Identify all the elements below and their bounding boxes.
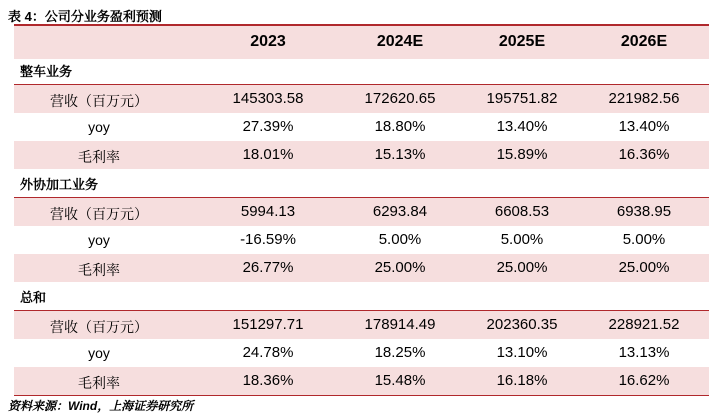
column-header: 2023 xyxy=(250,33,286,50)
row-label: 营收（百万元） xyxy=(50,93,148,109)
table-cell: 15.89% xyxy=(496,146,548,163)
table-cell: 6608.53 xyxy=(494,203,550,220)
table-cell: 13.40% xyxy=(496,118,548,135)
table-row xyxy=(14,113,709,141)
table-cell: 5.00% xyxy=(500,231,544,248)
table-cell: 13.10% xyxy=(496,344,548,361)
table-cell: 6938.95 xyxy=(616,203,672,220)
table-cell: 24.78% xyxy=(242,344,294,361)
table-cell: 15.48% xyxy=(374,372,426,389)
table-cell: 13.13% xyxy=(618,344,670,361)
table-row xyxy=(14,226,709,254)
table-cell: 5.00% xyxy=(622,231,666,248)
table-cell: 18.36% xyxy=(242,372,294,389)
table-row xyxy=(14,311,709,339)
table-cell: 202360.35 xyxy=(486,316,558,333)
row-label: 营收（百万元） xyxy=(50,206,148,222)
table-cell: 25.00% xyxy=(374,259,426,276)
table-row xyxy=(14,254,709,282)
bottom-divider xyxy=(14,395,709,396)
table-cell: 13.40% xyxy=(618,118,670,135)
source-note: 资料来源：Wind，上海证券研究所 xyxy=(8,399,194,413)
row-label: yoy xyxy=(88,345,110,361)
section-title: 总和 xyxy=(20,290,47,305)
table-cell: 6293.84 xyxy=(372,203,428,220)
row-label: 毛利率 xyxy=(78,375,120,391)
table-cell: 18.80% xyxy=(374,118,426,135)
row-label: yoy xyxy=(88,232,110,248)
table-cell: 145303.58 xyxy=(232,90,304,107)
table-cell: 5.00% xyxy=(378,231,422,248)
table-cell: 16.36% xyxy=(618,146,670,163)
table-cell: 178914.49 xyxy=(364,316,436,333)
table-cell: -16.59% xyxy=(240,231,296,248)
table-row xyxy=(14,198,709,226)
table-cell: 221982.56 xyxy=(608,90,680,107)
table-row xyxy=(14,85,709,113)
table-cell: 16.62% xyxy=(618,372,670,389)
row-label: yoy xyxy=(88,119,110,135)
table-title: 表 4：公司分业务盈利预测 xyxy=(8,9,162,24)
table-row xyxy=(14,339,709,367)
table-row xyxy=(14,367,709,395)
column-header: 2025E xyxy=(498,33,546,50)
table-cell: 5994.13 xyxy=(240,203,296,220)
column-header: 2026E xyxy=(620,33,668,50)
table-cell: 172620.65 xyxy=(364,90,436,107)
table-cell: 195751.82 xyxy=(486,90,558,107)
table-cell: 18.01% xyxy=(242,146,294,163)
table-cell: 228921.52 xyxy=(608,316,680,333)
section-title: 整车业务 xyxy=(20,64,73,79)
table-row xyxy=(14,141,709,169)
row-label: 毛利率 xyxy=(78,262,120,278)
table-header xyxy=(14,24,709,59)
table-cell: 18.25% xyxy=(374,344,426,361)
table-cell: 25.00% xyxy=(618,259,670,276)
section-title: 外协加工业务 xyxy=(20,177,99,192)
table-cell: 25.00% xyxy=(496,259,548,276)
table-cell: 26.77% xyxy=(242,259,294,276)
table-cell: 16.18% xyxy=(496,372,548,389)
table-cell: 151297.71 xyxy=(232,316,304,333)
table-cell: 27.39% xyxy=(242,118,294,135)
row-label: 营收（百万元） xyxy=(50,319,148,335)
table-cell: 15.13% xyxy=(374,146,426,163)
column-header: 2024E xyxy=(376,33,424,50)
row-label: 毛利率 xyxy=(78,149,120,165)
